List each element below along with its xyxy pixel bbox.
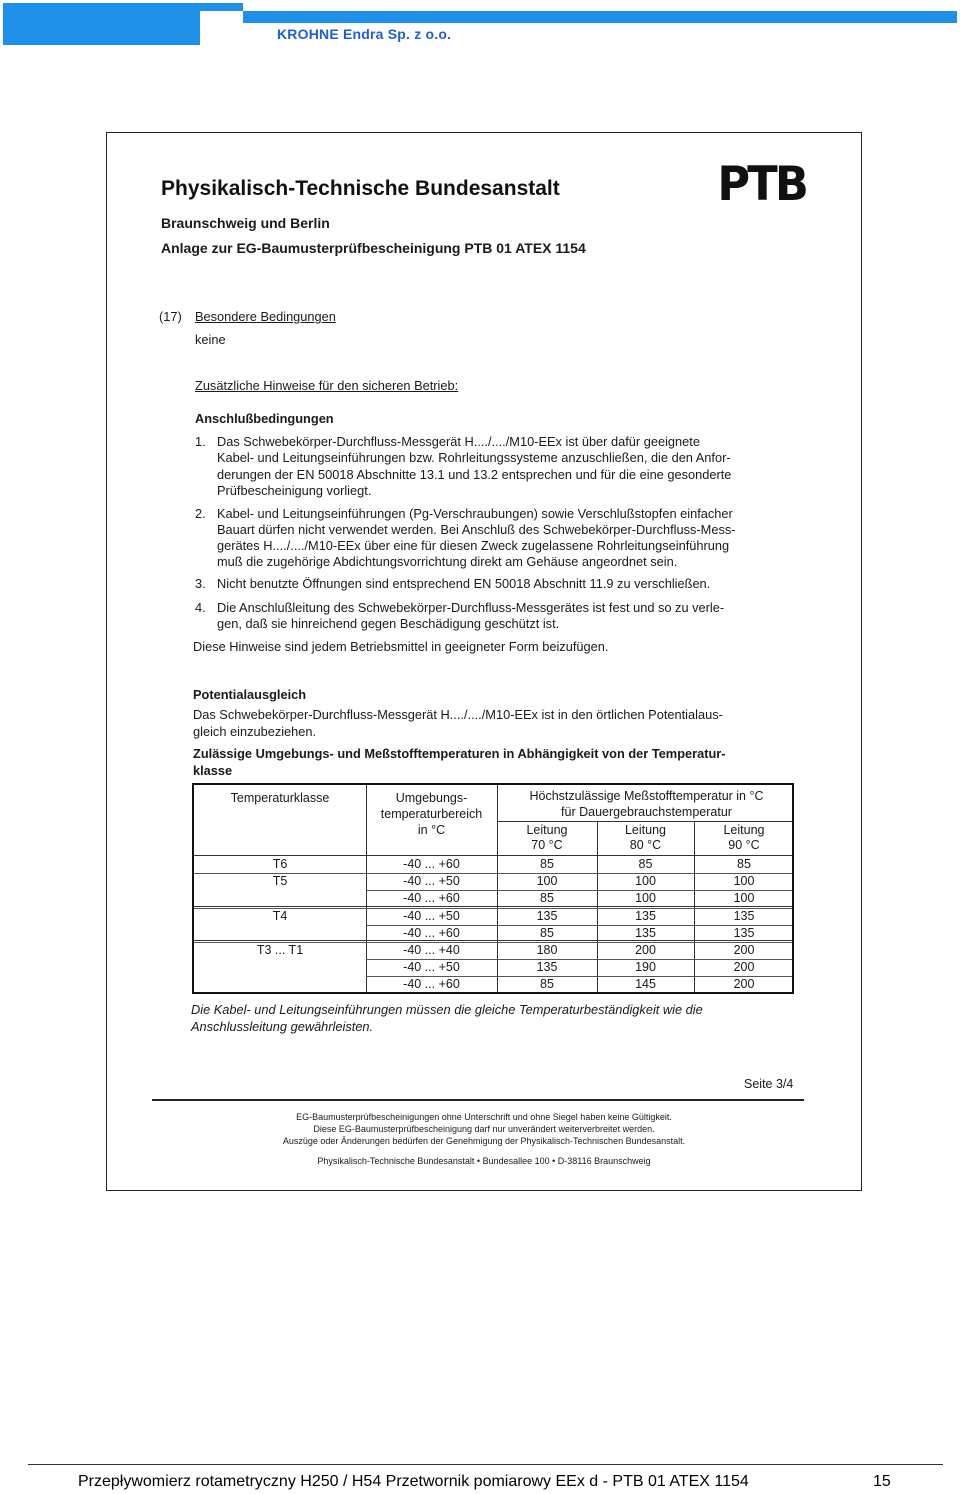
italic-note-line: Anschlussleitung gewährleisten. — [191, 1019, 374, 1034]
table-cell: T6 — [272, 857, 288, 871]
table-cell: 200 — [733, 960, 755, 975]
temperature-title-line: Zulässige Umgebungs- und Meßstofftemperaturen in Abhängigkeit von der Temperatur- — [193, 746, 726, 761]
institute-city: Braunschweig und Berlin — [161, 215, 330, 231]
table-cell: 85 — [540, 925, 554, 940]
table-cell: 85 — [540, 977, 554, 992]
table-cell: 145 — [635, 977, 656, 992]
table-cell: 85 — [540, 891, 554, 906]
table-row-divider — [366, 925, 792, 926]
list-item-line: gerätes H..../..../M10-EEx über eine für diesen Zweck zugelassene Rohrleitungseinführung — [217, 538, 730, 553]
table-cell: 180 — [536, 943, 558, 957]
table-header-ambient: Umgebungs- — [395, 791, 468, 805]
table-row-divider — [194, 873, 792, 874]
table-header-line: 70 °C — [531, 838, 563, 852]
table-row — [194, 942, 792, 959]
table-header-ambient: temperaturbereich — [380, 807, 483, 821]
ptb-logo: PTB — [717, 157, 807, 212]
equipotential-line: Das Schwebekörper-Durchfluss-Messgerät H..../..../M10-EEx ist in den örtlichen Potentialaus- — [193, 707, 723, 722]
table-cell: 135 — [536, 908, 558, 923]
table-cell: -40 ... +60 — [403, 925, 460, 940]
list-item-line: Das Schwebekörper-Durchfluss-Messgerät H..../..../M10-EEx ist über dafür geeignete — [217, 434, 700, 449]
list-item-line: muß die zugehörige Abdichtungsvorrichtung direkt am Gehäuse angeordnet sein. — [217, 554, 678, 569]
table-header-class: Temperaturklasse — [230, 791, 330, 805]
table-row — [194, 959, 792, 976]
table-row-divider — [194, 942, 792, 943]
table-cell: -40 ... +60 — [403, 977, 460, 992]
list-item-number: 1. — [195, 434, 206, 449]
header-accent-block — [3, 3, 200, 45]
table-cell: -40 ... +40 — [403, 943, 460, 957]
list-item-line: Die Anschlußleitung des Schwebekörper-Durchfluss-Messgerätes ist fest und so zu verle- — [217, 600, 725, 615]
table-cell: 100 — [536, 874, 558, 889]
header-accent-notch — [197, 3, 243, 11]
page-footer-divider — [28, 1464, 943, 1465]
table-row — [194, 873, 792, 890]
table-cell: 135 — [635, 925, 656, 940]
header-bar — [0, 0, 960, 48]
institute-title: Physikalisch-Technische Bundesanstalt — [161, 177, 560, 200]
table-cell: -40 ... +50 — [403, 908, 460, 923]
scanned-certificate-page — [106, 132, 862, 1191]
table-header-line: 90 °C — [728, 838, 760, 852]
list-item-line: Nicht benutzte Öffnungen sind entsprechend EN 50018 Abschnitt 11.9 zu verschließen. — [217, 576, 711, 591]
scan-page-mark: Seite 3/4 — [744, 1077, 794, 1091]
table-cell: 100 — [733, 891, 755, 906]
page-number: 15 — [873, 1473, 891, 1490]
list-item-line: Prüfbescheinigung vorliegt. — [217, 483, 372, 498]
header-accent-stripe — [243, 11, 957, 23]
table-row — [194, 908, 792, 925]
connection-title: Anschlußbedingungen — [195, 411, 334, 426]
equipotential-line: gleich einzubeziehen. — [193, 724, 317, 739]
table-cell: 85 — [737, 857, 751, 871]
table-cell: 135 — [733, 925, 755, 940]
italic-note-line: Die Kabel- und Leitungseinführungen müssen die gleiche Temperaturbeständigkeit wie die — [191, 1002, 703, 1017]
table-row-divider — [366, 959, 792, 960]
hints-note: Diese Hinweise sind jedem Betriebsmittel in geeigneter Form beizufügen. — [193, 639, 609, 654]
table-cell: 100 — [635, 874, 656, 889]
table-cell: T4 — [272, 908, 288, 923]
table-cell: T3 ... T1 — [256, 943, 304, 957]
temperature-table — [192, 783, 794, 994]
list-item-number: 4. — [195, 600, 206, 615]
section-title: Besondere Bedingungen — [195, 309, 336, 324]
table-cell: 200 — [733, 943, 755, 957]
table-cell: 200 — [635, 943, 656, 957]
table-header-line: Leitung — [723, 823, 765, 837]
table-cell: 85 — [540, 857, 554, 871]
list-item-number: 3. — [195, 576, 206, 591]
equipotential-title: Potentialausgleich — [193, 687, 307, 702]
table-row — [194, 856, 792, 873]
list-item-line: Kabel- und Leitungseinführungen bzw. Rohrleitungssysteme anzuschließen, die den Anfor- — [217, 450, 731, 465]
table-header-line: 80 °C — [629, 838, 662, 852]
table-row-divider — [366, 890, 792, 891]
table-header-ambient: in °C — [417, 823, 446, 837]
annex-title: Anlage zur EG-Baumusterprüfbescheinigung PTB 01 ATEX 1154 — [161, 240, 586, 256]
table-cell: -40 ... +50 — [403, 874, 460, 889]
section-text: keine — [195, 332, 226, 347]
list-item-line: Bauart dürfen nicht verwendet werden. Bei Anschluß des Schwebekörper-Durchfluss-Mess- — [217, 522, 736, 537]
list-item-line: Kabel- und Leitungseinführungen (Pg-Verschraubungen) sowie Verschlußstopfen einfacher — [217, 506, 733, 521]
list-item-number: 2. — [195, 506, 206, 521]
table-cell: 200 — [733, 977, 755, 992]
table-row — [194, 890, 792, 907]
footer-note: EG-Baumusterprüfbescheinigungen ohne Unterschrift und ohne Siegel haben keine Gültigkeit. — [296, 1112, 672, 1122]
document-title: Przepływomierz rotametryczny H250 / H54 Przetwornik pomiarowy EEx d - PTB 01 ATEX 1154 — [78, 1473, 749, 1490]
table-header-line: Leitung — [526, 823, 568, 837]
table-cell: 135 — [733, 908, 755, 923]
table-header-max: für Dauergebrauchstemperatur — [561, 805, 732, 819]
table-cell: 100 — [635, 891, 656, 906]
temperature-title-line: klasse — [193, 763, 233, 778]
company-name: KROHNE Endra Sp. z o.o. — [277, 26, 452, 42]
table-cell: 135 — [635, 908, 656, 923]
table-cell: -40 ... +50 — [403, 960, 460, 975]
table-cell: 135 — [536, 960, 558, 975]
table-cell: 85 — [638, 857, 653, 871]
footer-note: Auszüge oder Änderungen bedürfen der Genehmigung der Physikalisch-Technischen Bundesanstalt. — [282, 1136, 686, 1146]
list-item-line: gen, daß sie hinreichend gegen Beschädigung geschützt ist. — [217, 616, 560, 631]
list-item-line: derungen der EN 50018 Abschnitte 13.1 und 13.2 entsprechen und für die eine gesonderte — [217, 467, 732, 482]
footer-divider — [152, 1099, 804, 1101]
table-cell: -40 ... +60 — [403, 891, 460, 906]
table-row — [194, 976, 792, 993]
table-row-divider — [194, 908, 792, 909]
table-cell: 100 — [733, 874, 755, 889]
table-row — [194, 925, 792, 942]
hints-title: Zusätzliche Hinweise für den sicheren Betrieb: — [195, 378, 459, 393]
footer-address: Physikalisch-Technische Bundesanstalt • Bundesallee 100 • D-38116 Braunschweig — [317, 1156, 651, 1166]
section-number: (17) — [159, 309, 182, 324]
table-header-max: Höchstzulässige Meßstofftemperatur in °C — [529, 789, 764, 803]
table-header-line: Leitung — [624, 823, 666, 837]
table-cell: T5 — [272, 874, 288, 889]
table-cell: -40 ... +60 — [403, 857, 460, 871]
table-cell: 190 — [635, 960, 656, 975]
footer-note: Diese EG-Baumusterprüfbescheinigung darf nur unverändert weiterverbreitet werden. — [313, 1124, 655, 1134]
table-row-divider — [366, 976, 792, 977]
